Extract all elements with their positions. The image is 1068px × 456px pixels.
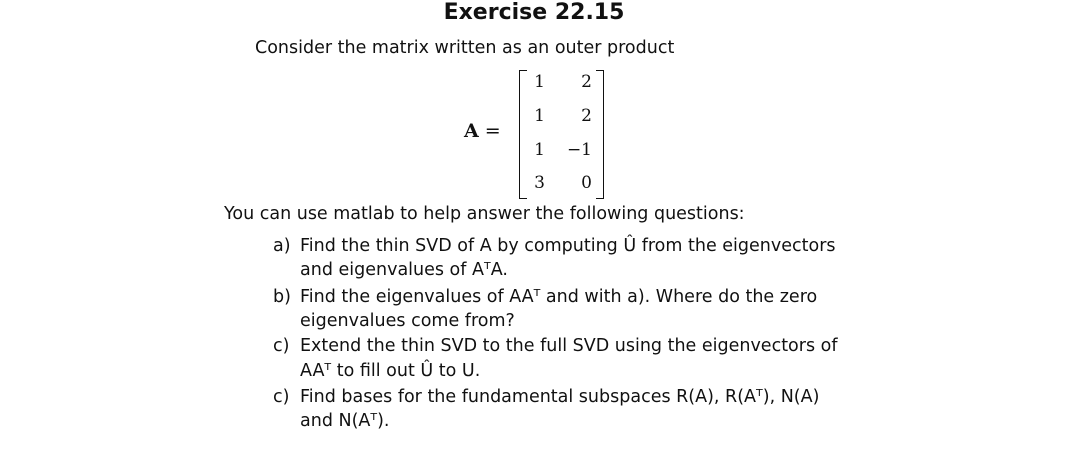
intro-text: Consider the matrix written as an outer product (255, 38, 675, 58)
question-b-line2: eigenvalues come from? (300, 311, 515, 331)
matrix-cell: 0 (581, 173, 592, 193)
question-c-line2: AAᵀ to fill out Û to U. (300, 361, 481, 381)
matrix-cell: 2 (581, 72, 592, 92)
matrix-cell: −1 (566, 140, 592, 160)
matrix-cell: 1 (534, 140, 545, 160)
question-a-line1: Find the thin SVD of A by computing Û from the eigenvectors (300, 236, 836, 256)
lead-text: You can use matlab to help answer the following questions: (224, 204, 745, 224)
matrix-cell: 1 (534, 72, 545, 92)
question-letter: b) (273, 287, 291, 307)
question-d-line2: and N(Aᵀ). (300, 411, 390, 431)
exercise-title: Exercise 22.15 (443, 0, 625, 25)
matrix-right-bracket (596, 70, 604, 199)
question-letter: a) (273, 236, 291, 256)
matrix-cell: 3 (534, 173, 545, 193)
matrix-cell: 2 (581, 106, 592, 126)
question-letter: c) (273, 336, 290, 356)
question-letter: c) (273, 387, 290, 407)
question-d-line1: Find bases for the fundamental subspaces R(A), R(Aᵀ), N(A) (300, 387, 820, 407)
question-b-line1: Find the eigenvalues of AAᵀ and with a). Where do the zero (300, 287, 818, 307)
question-c-line1: Extend the thin SVD to the full SVD using the eigenvectors of (300, 336, 838, 356)
matrix-cell: 1 (534, 106, 545, 126)
matrix-label: A = (464, 120, 501, 142)
question-a-line2: and eigenvalues of AᵀA. (300, 260, 508, 280)
